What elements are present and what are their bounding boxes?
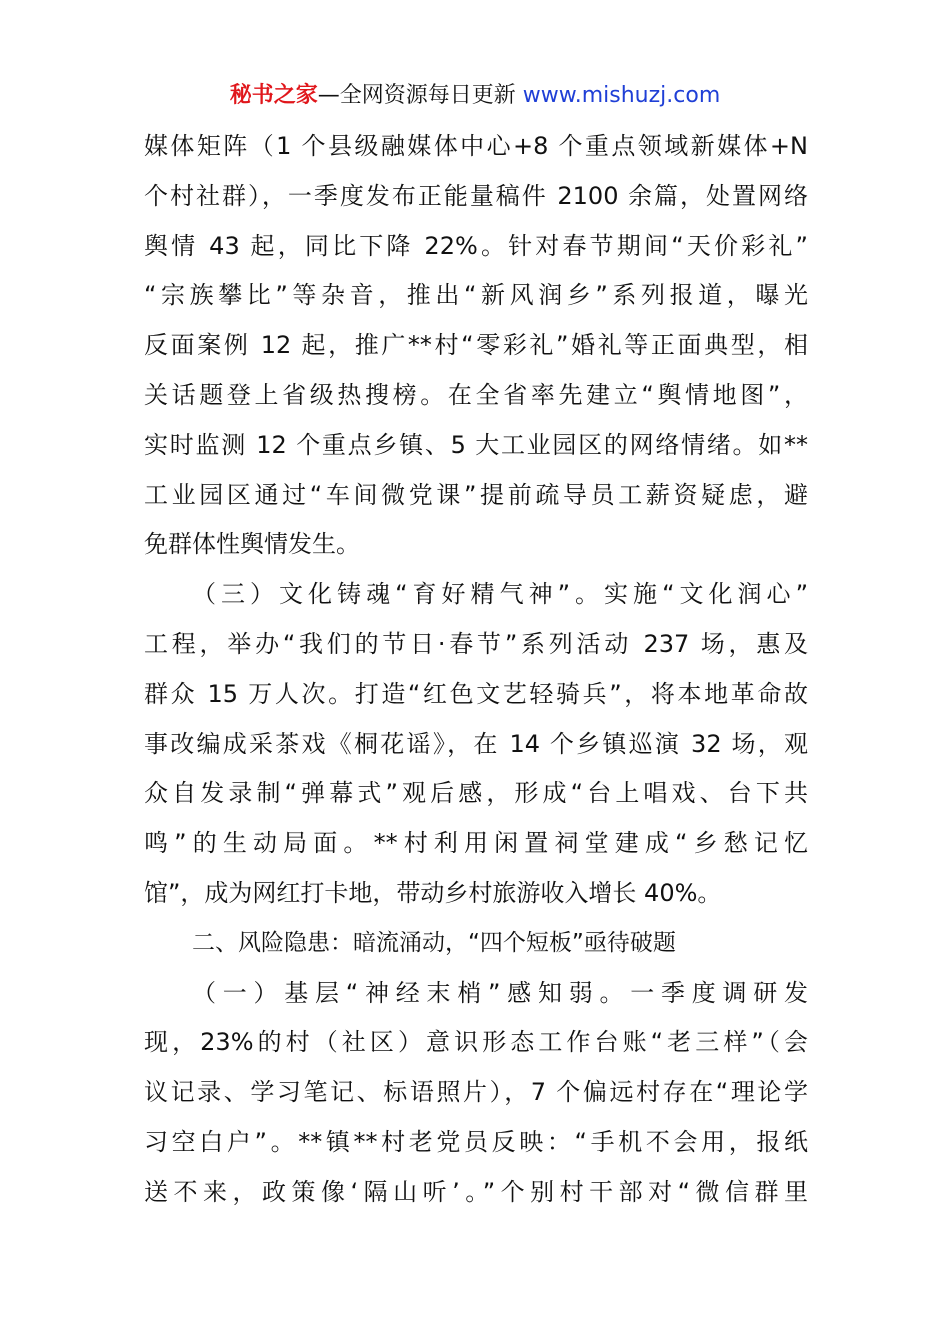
body-line: 送不来，政策像‘隔山听’。”个别村干部对“微信群里	[144, 1177, 808, 1206]
section-heading: 二、风险隐患：暗流涌动，“四个短板”亟待破题	[192, 929, 676, 956]
body-line: 个村社群），一季度发布正能量稿件 2100 余篇，处置网络	[144, 181, 808, 210]
site-header	[0, 80, 950, 112]
section-paragraph-start: （一）基层“神经末梢”感知弱。一季度调研发	[192, 978, 808, 1007]
body-line: 馆”，成为网红打卡地，带动乡村旅游收入增长 40%。	[144, 878, 722, 907]
body-line: 群众 15 万人次。打造“红色文艺轻骑兵”，将本地革命故	[144, 679, 808, 708]
document-body	[144, 126, 808, 1222]
body-line: 关话题登上省级热搜榜。在全省率先建立“舆情地图”，	[144, 380, 808, 409]
body-line: 鸣”的生动局面。**村利用闲置祠堂建成“乡愁记忆	[144, 829, 808, 858]
body-line: 议记录、学习笔记、标语照片），7 个偏远村存在“理论学	[144, 1078, 808, 1107]
body-line: 事改编成采茶戏《桐花谣》，在 14 个乡镇巡演 32 场，观	[144, 729, 808, 758]
body-line: 工程，举办“我们的节日·春节”系列活动 237 场，惠及	[144, 629, 808, 658]
body-line: 舆情 43 起，同比下降 22%。针对春节期间“天价彩礼”	[144, 231, 808, 260]
body-line: 工业园区通过“车间微党课”提前疏导员工薪资疑虑，避	[144, 480, 808, 509]
body-line: 媒体矩阵（1 个县级融媒体中心+8 个重点领域新媒体+N	[144, 132, 808, 160]
body-line: 实时监测 12 个重点乡镇、5 大工业园区的网络情绪。如**	[144, 430, 808, 459]
body-line: 反面案例 12 起，推广**村“零彩礼”婚礼等正面典型，相	[144, 331, 808, 360]
site-url-link[interactable]: www.mishuzj.com	[522, 83, 721, 108]
header-tagline: —全网资源每日更新	[317, 83, 516, 108]
body-line: “宗族攀比”等杂音，推出“新风润乡”系列报道，曝光	[144, 281, 808, 310]
body-line: 习空白户”。**镇**村老党员反映：“手机不会用，报纸	[144, 1127, 808, 1156]
section-paragraph-start: （三）文化铸魂“育好精气神”。实施“文化润心”	[192, 580, 808, 609]
body-line: 免群体性舆情发生。	[144, 530, 360, 559]
brand-name: 秘书之家	[229, 83, 318, 108]
body-line: 众自发录制“弹幕式”观后感，形成“台上唱戏、台下共	[144, 779, 808, 808]
body-line: 现，23%的村（社区）意识形态工作台账“老三样”（会	[144, 1028, 808, 1057]
